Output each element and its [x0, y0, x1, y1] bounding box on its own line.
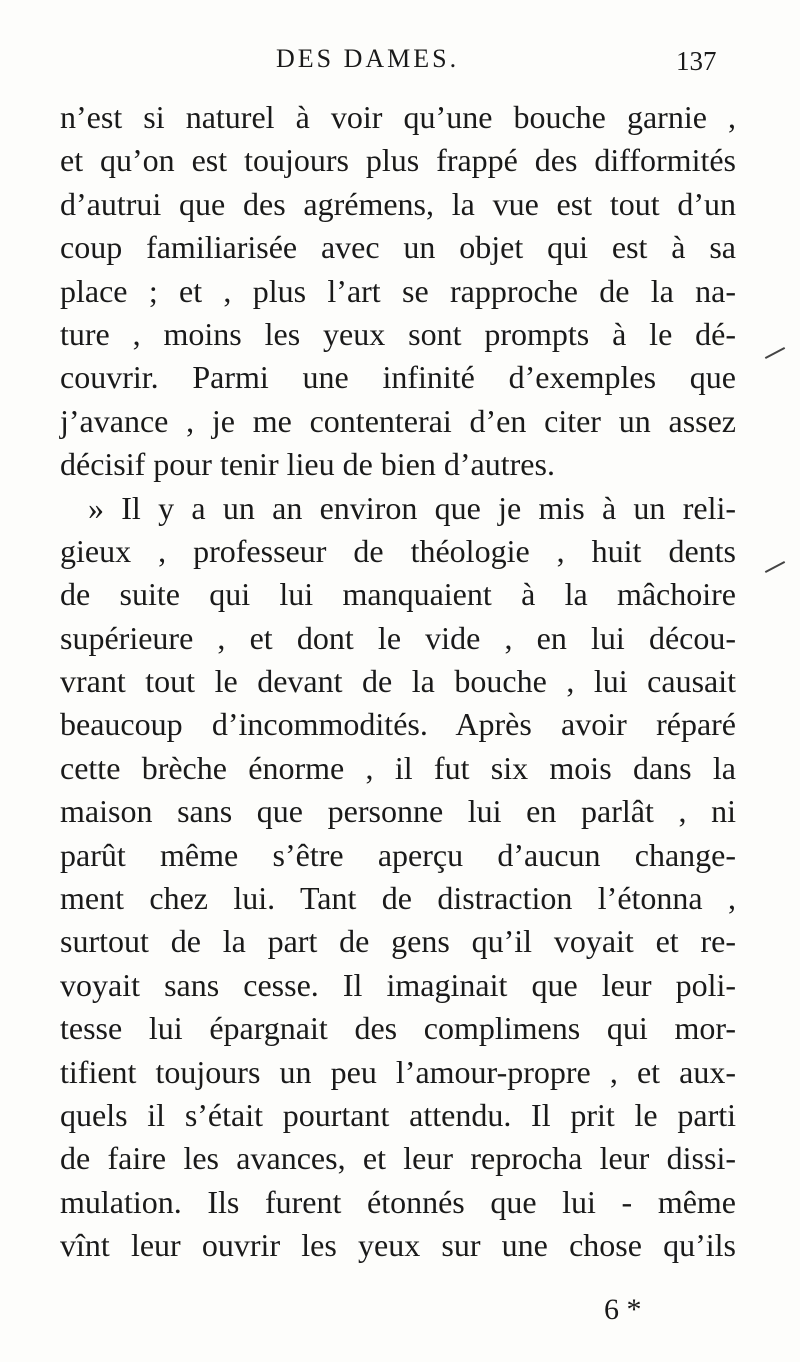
- text-line: tesse lui épargnait des complimens qui mor-: [60, 1010, 736, 1047]
- text-line: place ; et , plus l’art se rapproche de la na-: [60, 272, 736, 309]
- text-line: vînt leur ouvrir les yeux sur une chose qu’ils: [60, 1227, 736, 1264]
- text-line: et qu’on est toujours plus frappé des difformités: [60, 142, 736, 179]
- text-line: maison sans que personne lui en parlât , ni: [60, 793, 736, 830]
- running-title: DES DAMES.: [276, 44, 460, 73]
- text-line: parût même s’être aperçu d’aucun change-: [60, 836, 736, 873]
- running-head: [0, 44, 800, 84]
- text-line: coup familiarisée avec un objet qui est à sa: [60, 229, 736, 266]
- text-line: n’est si naturel à voir qu’une bouche garnie ,: [60, 99, 736, 135]
- text-line: quels il s’était pourtant attendu. Il prit le parti: [60, 1096, 736, 1133]
- text-line: cette brèche énorme , il fut six mois dans la: [60, 749, 736, 786]
- text-line: surtout de la part de gens qu’il voyait et re-: [60, 923, 736, 960]
- text-line: tifient toujours un peu l’amour-propre , et aux-: [60, 1053, 736, 1090]
- body-text: [60, 96, 736, 1268]
- text-line: vrant tout le devant de la bouche , lui causait: [60, 663, 736, 700]
- text-line: voyait sans cesse. Il imaginait que leur poli-: [60, 966, 736, 1003]
- text-line: ture , moins les yeux sont prompts à le dé-: [60, 315, 736, 352]
- text-line: mulation. Ils furent étonnés que lui - même: [60, 1183, 736, 1220]
- text-line: supérieure , et dont le vide , en lui décou-: [60, 619, 736, 656]
- text-line: » Il y a un an environ que je mis à un reli-: [88, 489, 736, 526]
- margin-mark: [765, 561, 785, 573]
- text-line: d’autrui que des agrémens, la vue est tout d’un: [60, 185, 736, 222]
- text-line: décisif pour tenir lieu de bien d’autres.: [60, 446, 555, 483]
- text-line: gieux , professeur de théologie , huit dents: [60, 532, 736, 569]
- signature-mark: 6 *: [604, 1293, 642, 1326]
- margin-mark: [765, 347, 785, 359]
- text-line: beaucoup d’incommodités. Après avoir réparé: [60, 706, 736, 743]
- text-line: ment chez lui. Tant de distraction l’étonna ,: [60, 880, 736, 917]
- text-line: de suite qui lui manquaient à la mâchoire: [60, 576, 736, 613]
- page-number: 137: [676, 46, 717, 76]
- text-line: j’avance , je me contenterai d’en citer un assez: [60, 402, 736, 439]
- text-line: de faire les avances, et leur reprocha leur dissi-: [60, 1140, 736, 1177]
- text-line: couvrir. Parmi une infinité d’exemples que: [60, 359, 736, 396]
